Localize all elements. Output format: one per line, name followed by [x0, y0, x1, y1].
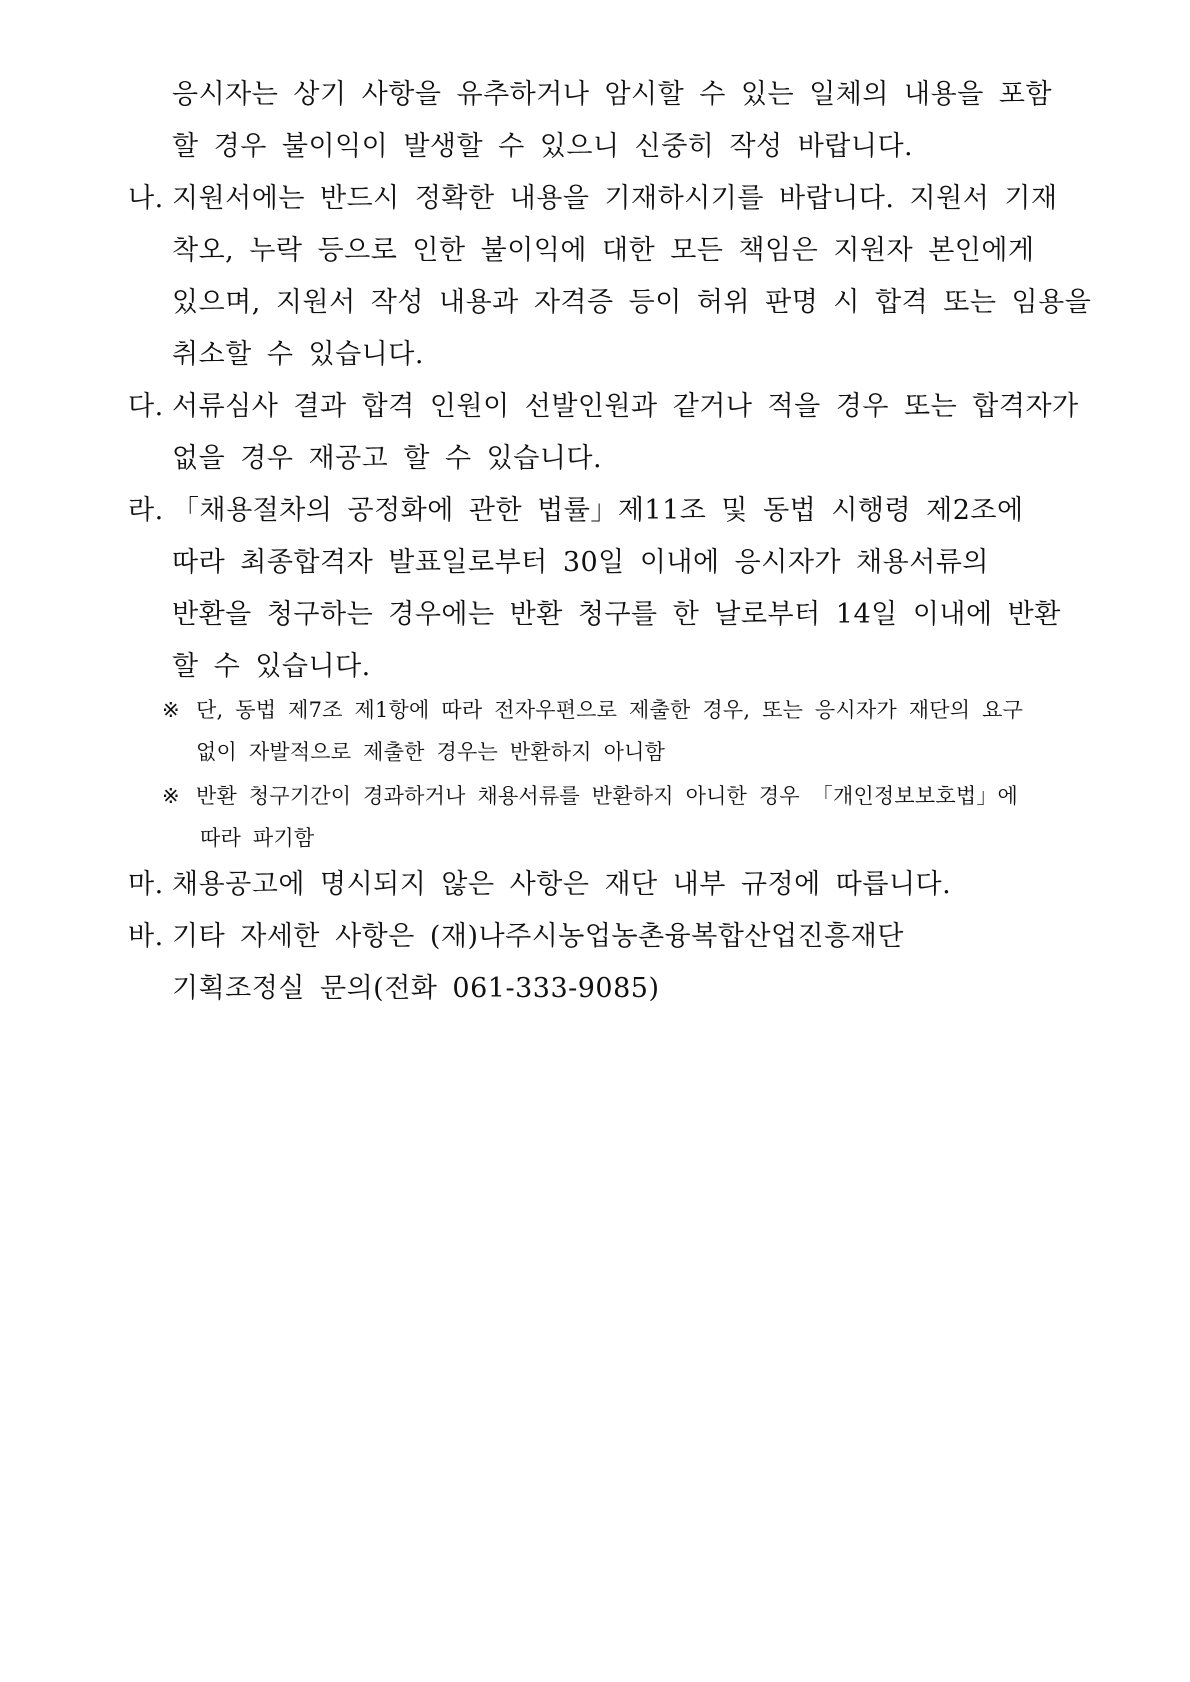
- item-na-line-1: 지원서에는 반드시 정확한 내용을 기재하시기를 바랍니다. 지원서 기재: [172, 183, 1058, 214]
- item-ra-line-1: 「채용절차의 공정화에 관한 법률」제11조 및 동법 시행령 제2조에: [172, 495, 1024, 526]
- intro-line-2: 할 경우 불이익이 발생할 수 있으니 신중히 작성 바랍니다.: [172, 131, 914, 162]
- item-ra-line-2: 따라 최종합격자 발표일로부터 30일 이내에 응시자가 채용서류의: [172, 547, 989, 578]
- item-ra-line-4: 할 수 있습니다.: [172, 651, 371, 682]
- item-na-line-2: 착오, 누락 등으로 인한 불이익에 대한 모든 책임은 지원자 본인에게: [172, 235, 1035, 266]
- note-marker-2: ※: [162, 784, 180, 808]
- item-ba-line-1: 기타 자세한 사항은 (재)나주시농업농촌융복합산업진흥재단: [172, 921, 904, 952]
- item-na-line-3: 있으며, 지원서 작성 내용과 자격증 등이 허위 판명 시 합격 또는 임용을: [172, 287, 1092, 318]
- item-ma-line-1: 채용공고에 명시되지 않은 사항은 재단 내부 규정에 따릅니다.: [172, 869, 952, 900]
- note-1-line-2: 없이 자발적으로 제출한 경우는 반환하지 아니함: [196, 740, 666, 764]
- note-marker-1: ※: [162, 698, 180, 722]
- item-ba-line-2: 기획조정실 문의(전화 061-333-9085): [172, 973, 660, 1004]
- item-marker-na: 나.: [128, 183, 164, 214]
- item-marker-da: 다.: [128, 391, 164, 422]
- item-marker-ma: 마.: [128, 869, 164, 900]
- note-1-line-1: 단, 동법 제7조 제1항에 따라 전자우편으로 제출한 경우, 또는 응시자가 재단의 요구: [196, 698, 1024, 722]
- item-marker-ra: 라.: [128, 495, 164, 526]
- note-2-line-1: 반환 청구기간이 경과하거나 채용서류를 반환하지 아니한 경우 「개인정보보호법」에: [196, 784, 1019, 808]
- note-2-line-2: 따라 파기함: [200, 826, 315, 850]
- item-na-line-4: 취소할 수 있습니다.: [172, 339, 424, 370]
- item-ra-line-3: 반환을 청구하는 경우에는 반환 청구를 한 날로부터 14일 이내에 반환: [172, 599, 1061, 630]
- item-da-line-2: 없을 경우 재공고 할 수 있습니다.: [172, 443, 603, 474]
- intro-line-1: 응시자는 상기 사항을 유추하거나 암시할 수 있는 일체의 내용을 포함: [172, 79, 1053, 110]
- item-da-line-1: 서류심사 결과 합격 인원이 선발인원과 같거나 적을 경우 또는 합격자가: [172, 391, 1079, 422]
- item-marker-ba: 바.: [128, 921, 164, 952]
